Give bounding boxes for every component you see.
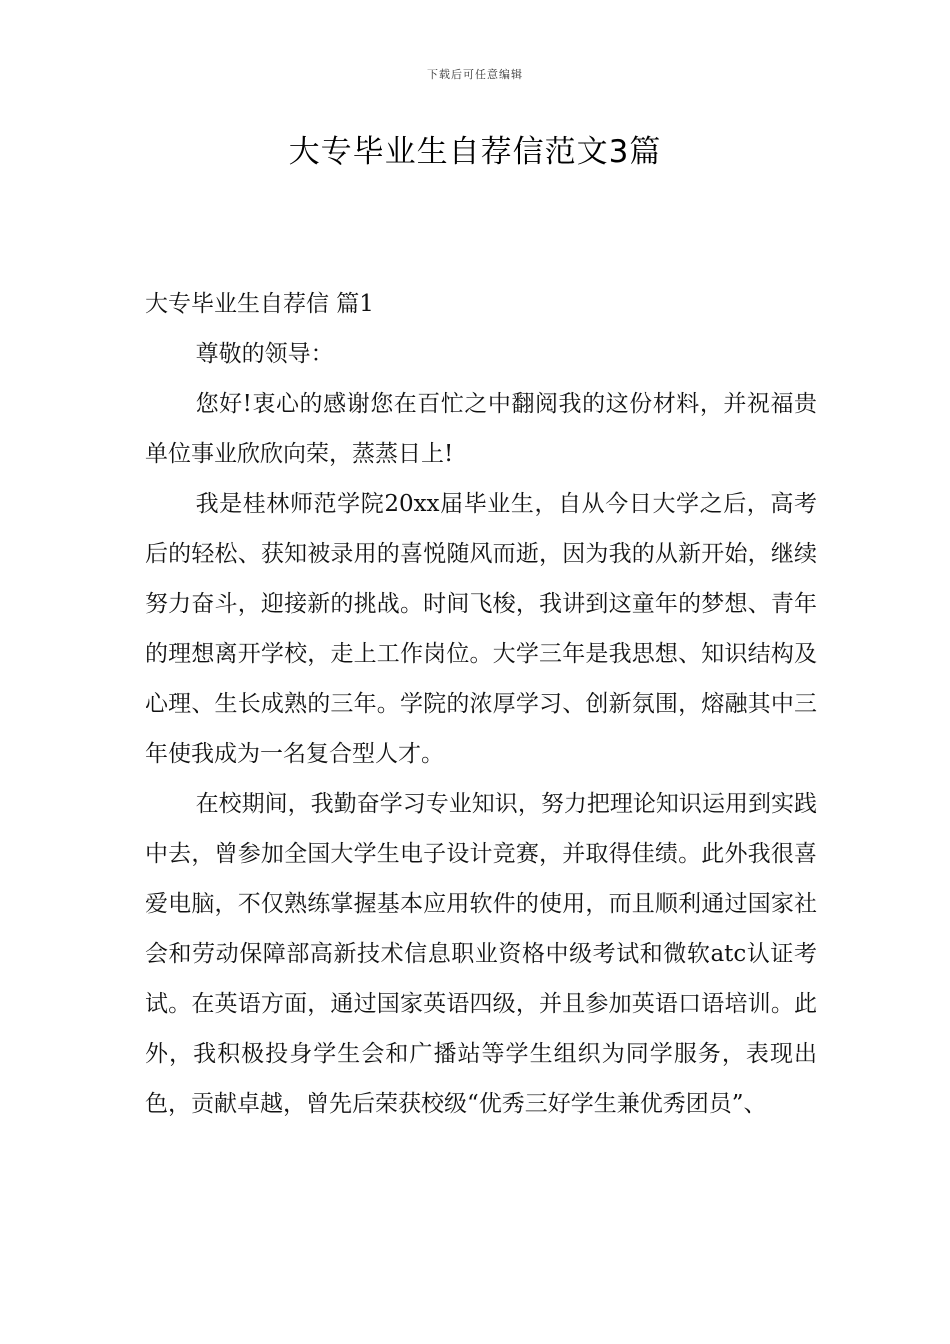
- section-heading: 大专毕业生自荐信 篇1: [145, 291, 374, 317]
- paragraph-greeting: 您好!衷心的感谢您在百忙之中翻阅我的这份材料，并祝福贵单位事业欣欣向荣，蒸蒸日上!: [145, 391, 817, 467]
- paragraph-achievements: 在校期间，我勤奋学习专业知识，努力把理论知识运用到实践中去，曾参加全国大学生电子设计竞赛，并取得佳绩。此外我很喜爱电脑，不仅熟练掌握基本应用软件的使用，而且顺利通过国家社会和劳动保障部高新技术信息职业资格中级考试和微软atc认证考试。在英语方面，通过国家英语四级，并且参加英语口语培训。此外，我积极投身学生会和广播站等学生组织为同学服务，表现出色，贡献卓越，曾先后荣获校级“优秀三好学生兼优秀团员”、: [145, 791, 817, 1117]
- header-note: 下载后可任意编辑: [427, 68, 523, 81]
- document-title: 大专毕业生自荐信范文3篇: [288, 134, 662, 170]
- document-body: [145, 279, 817, 1129]
- salutation: 尊敬的领导：: [195, 341, 334, 367]
- paragraph-introduction: 我是桂林师范学院20xx届毕业生，自从今日大学之后，高考后的轻松、获知被录用的喜悦随风而逝，因为我的从新开始，继续努力奋斗，迎接新的挑战。时间飞梭，我讲到这童年的梦想、青年的理想离开学校，走上工作岗位。大学三年是我思想、知识结构及心理、生长成熟的三年。学院的浓厚学习、创新氛围，熔融其中三年使我成为一名复合型人才。: [145, 491, 817, 767]
